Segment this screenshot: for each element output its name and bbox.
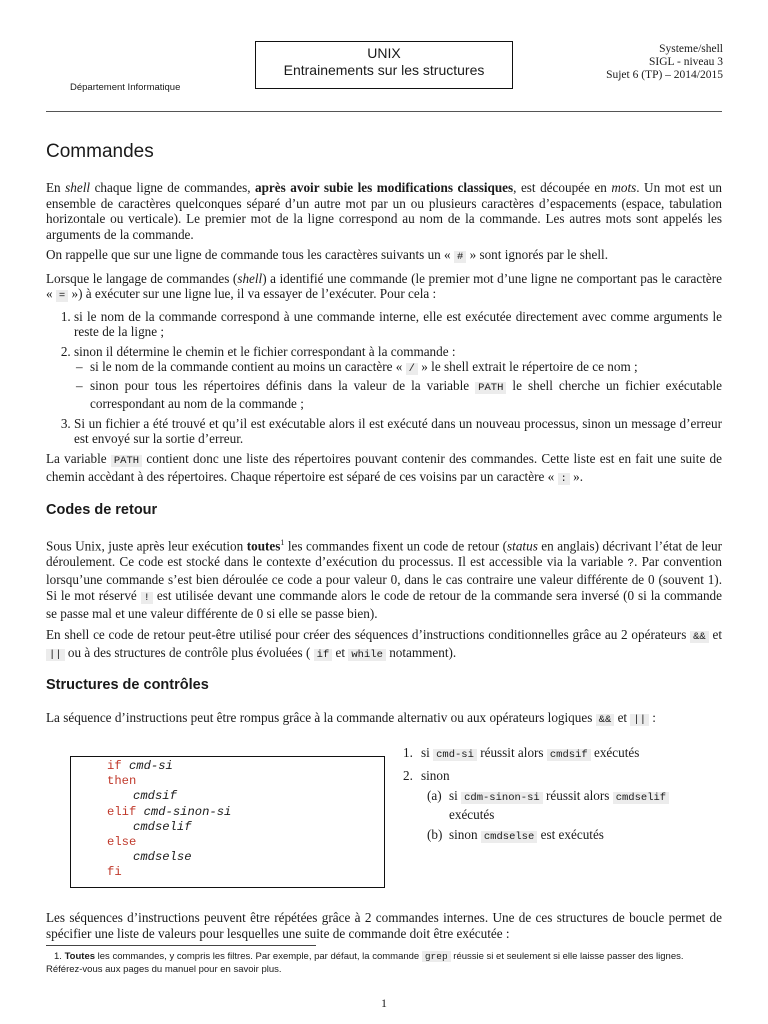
- list-item: 2. sinon: [403, 767, 450, 783]
- list-item: 3. Si un fichier a été trouvé et qu’il est exécutable alors il est exécuté dans un nouveau processus, sinon un message d’erreur est envoyé sur la sortie d’erreur.: [74, 416, 722, 447]
- department-label: Département Informatique: [70, 82, 181, 93]
- section-commandes-body: [46, 180, 722, 488]
- section-codes-body: [46, 535, 722, 664]
- list-item: (b) sinon cmdselse est exécutés: [427, 827, 604, 843]
- code-line: fi: [107, 865, 122, 880]
- code-line: else: [107, 835, 137, 850]
- paragraph: Sous Unix, juste après leur exécution toutes$^1$ les commandes fixent un code de retour (status en anglais) décrivant l’état de leur déroulement. Ce code est stocké dans le contexte d’exécution du processus. Il est accessible via la variable ?. Par convention lorsqu’une commande s’est bien déroulée ce code a pour valeur 0, dans le cas contraire une valeur différente de 0 (souvent 1). Si le mot réservé ! est utilisée devant une commande alors le code de retour de la commande sera inversé (0 si la commande se passe mal et une valeur différente de 0 si elle se passe bien).: [46, 538, 722, 622]
- code-line: cmdselif: [133, 819, 192, 834]
- list-item: (a) si cdm-sinon-si réussit alors cmdselif exécutés: [403, 788, 723, 822]
- code-line: if cmd-si: [107, 759, 173, 773]
- paragraph: Les séquences d’instructions peuvent être répétées grâce à 2 commandes internes. Une de ces structures de boucle permet de spécifier une liste de valeurs pour lesquelles une suite de commande doit être exécutée :: [46, 910, 722, 941]
- course-info: [606, 43, 723, 82]
- list-item: 1. si le nom de la commande correspond à une commande interne, elle est exécutée directement avec comme arguments le reste de la ligne ;: [74, 309, 722, 340]
- control-explanation-list: [403, 745, 723, 846]
- header-divider: [46, 111, 722, 112]
- document-subtitle: Entrainements sur les structures: [283, 62, 485, 78]
- paragraph: En shell chaque ligne de commandes, après avoir subie les modifications classiques, est découpée en mots. Un mot est un ensemble de caractères quelconques séparé d’un autre mot par un ou plusieurs caractères d’espacements (espace, tabulation horizontale ou verticale). Le premier mot de la ligne correspond au nom de la commande. Les autres mots sont appelés les arguments de la commande.: [46, 180, 722, 242]
- sub-list: [74, 359, 722, 412]
- paragraph: On rappelle que sur une ligne de commande tous les caractères suivants un « # » sont ignorés par le shell.: [46, 247, 609, 263]
- paragraph: La variable PATH contient donc une liste des répertoires pouvant contenir des commandes. Cette liste est en fait une suite de chemin accèdant à des répertoires. Chaque répertoire est séparé de ces voisins par un caractère « : ».: [46, 450, 722, 485]
- code-line: then: [107, 774, 137, 789]
- list-item: 2. sinon il détermine le chemin et le fichier correspondant à la commande : – si le nom de la commande contient au moins un caractère « / » le shell extrait le répertoire de ce nom ; – sinon pour tous les répertoires définis dans la valeur de la variable PATH le shell cherche un fichier exécutable correspondant au nom de la commande ;: [74, 344, 722, 412]
- footnote-divider: [46, 945, 316, 946]
- course-line-3: Sujet 6 (TP) – 2014/2015: [606, 69, 723, 81]
- code-line: cmdselse: [133, 850, 192, 865]
- course-line-1: Systeme/shell: [659, 43, 723, 55]
- page-number: 1: [381, 996, 387, 1010]
- section-title-commandes: Commandes: [46, 141, 154, 162]
- paragraph: La séquence d’instructions peut être rompus grâce à la commande alternativ ou aux opérateurs logiques && et || :: [46, 710, 656, 726]
- list-item: 1. si cmd-si réussit alors cmdsif exécutés: [403, 745, 640, 761]
- list-item: – sinon pour tous les répertoires définis dans la valeur de la variable PATH le shell cherche un fichier exécutable correspondant au nom de la commande ;: [90, 378, 722, 412]
- list-item: – si le nom de la commande contient au moins un caractère « / » le shell extrait le répertoire de ce nom ;: [90, 359, 722, 378]
- code-line: cmdsif: [133, 789, 177, 804]
- paragraph: En shell ce code de retour peut-être utilisé pour créer des séquences d’instructions conditionnelles grâce au 2 opérateurs && et || ou à des structures de contrôle plus évoluées ( if et while notamment).: [46, 626, 722, 662]
- document-title-box: [255, 41, 513, 89]
- document-title: UNIX: [367, 45, 401, 61]
- code-line: elif cmd-sinon-si: [107, 804, 232, 819]
- code-block: [107, 759, 231, 881]
- section-title-codes-de-retour: Codes de retour: [46, 502, 158, 518]
- paragraph: Lorsque le langage de commandes (shell) a identifié une commande (le premier mot d’une ligne ne comportant pas le caractère « = ») à exécuter sur une ligne lue, il va essayer de l’exécuter. Pour cela :: [46, 270, 722, 302]
- execution-steps-list: [46, 309, 722, 447]
- section-title-structures: Structures de contrôles: [46, 677, 209, 693]
- footnote: 1. Toutes les commandes, y compris les filtres. Par exemple, par défaut, la commande grep réussie si et seulement si elle laisse passer des lignes. Référez-vous aux pages du manuel pour en savoir plus.: [46, 951, 684, 975]
- course-line-2: SIGL - niveau 3: [649, 56, 723, 68]
